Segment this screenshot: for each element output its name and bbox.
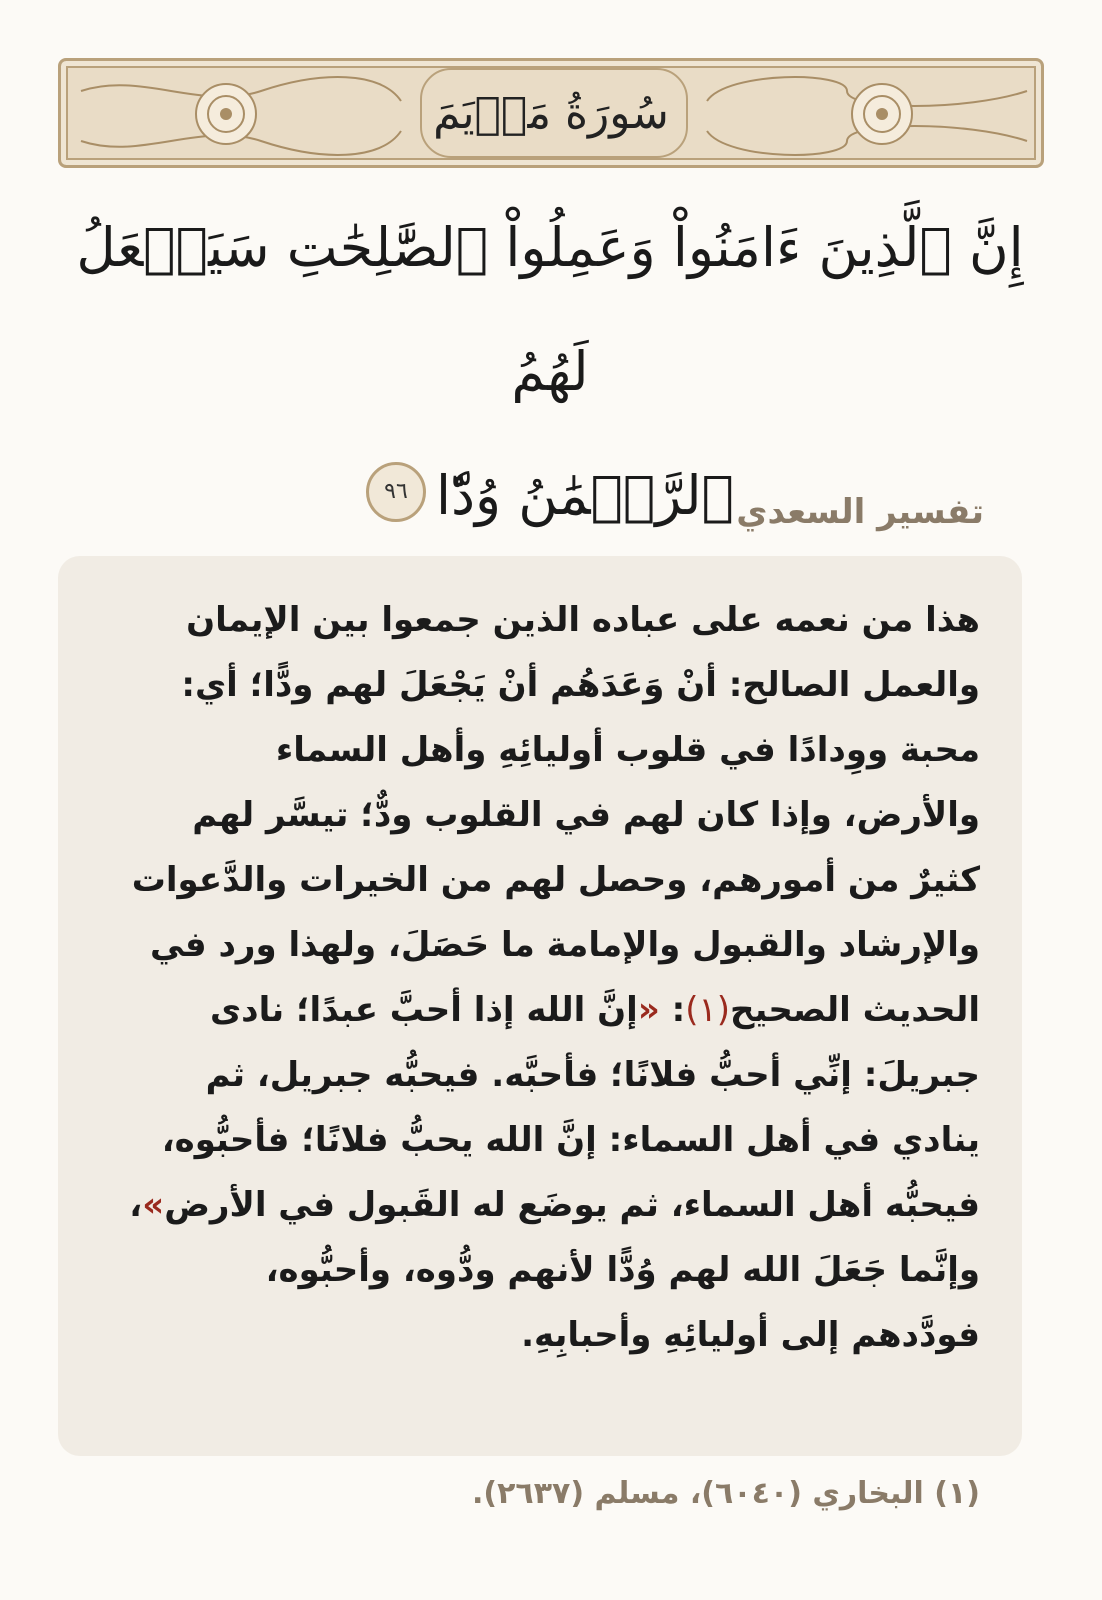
surah-title: سُورَةُ مَرۡيَمَ — [433, 87, 669, 139]
colon: : — [659, 990, 686, 1030]
verse-line-1: إِنَّ ٱلَّذِينَ ءَامَنُواْ وَعَمِلُواْ ٱلصَّٰلِحَٰتِ سَيَجۡعَلُ لَهُمُ — [76, 216, 1024, 403]
rosette-right-icon — [852, 84, 912, 144]
footnote: (١) البخاري (٦٠٤٠)، مسلم (٢٦٣٧). — [472, 1476, 980, 1511]
ayah-number-marker: ٩٦ — [366, 462, 426, 522]
tafsir-heading: تفسير السعدي — [736, 492, 984, 532]
tafsir-text-part-2: ، وإنَّما جَعَلَ الله لهم وُدًّا لأنهم ودُّوه، وأحبُّوه، فودَّدهم إلى أوليائِهِ وأحبابِهِ. — [129, 1185, 980, 1355]
footnote-reference[interactable]: (١) — [685, 990, 731, 1030]
quote-open: « — [637, 990, 660, 1030]
tafsir-text-part-1: هذا من نعمه على عباده الذين جمعوا بين الإيمان والعمل الصالح: أنْ وَعَدَهُم أنْ يَجْعَلَ لهم ودًّا؛ أي: محبة ووِدادًا في قلوب أوليائِهِ وأهل السماء والأرض، وإذا كان لهم في القلوب ودٌّ؛ تيسَّر لهم كثيرٌ من أمورهم، وحصل لهم من الخيرات والدَّعوات والإرشاد والقبول والإمامة ما حَصَلَ، ولهذا ورد في الحديث الصحيح — [131, 600, 980, 1030]
hadith-text: إنَّ الله إذا أحبَّ عبدًا؛ نادى جبريلَ: إنِّي أحبُّ فلانًا؛ فأحبَّه. فيحبُّه جبريل، ثم ينادي في أهل السماء: إنَّ الله يحبُّ فلانًا؛ فأحبُّوه، فيحبُّه أهل السماء، ثم يوضَع له القَبول في الأرض — [161, 990, 980, 1225]
surah-banner — [58, 58, 1044, 168]
rosette-left-icon — [196, 84, 256, 144]
tafsir-text — [128, 588, 980, 1368]
verse-line-2-text: ٱلرَّحۡمَٰنُ وُدّٗا — [435, 464, 735, 527]
quote-close: » — [142, 1185, 165, 1225]
